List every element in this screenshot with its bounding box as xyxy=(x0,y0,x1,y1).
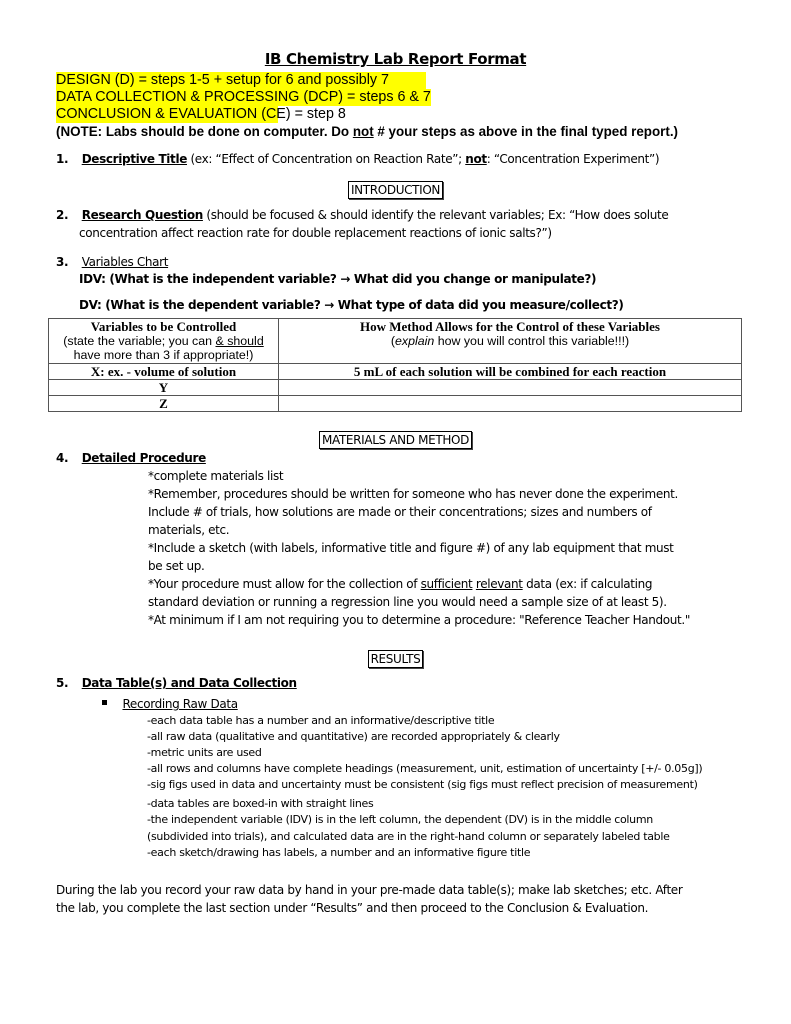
table-row xyxy=(49,380,742,396)
section-heading: RESULTS xyxy=(368,650,424,668)
table-header-row xyxy=(49,319,742,364)
criteria-ce: CONCLUSION & EVALUATION (CE) = step 8 xyxy=(56,106,346,122)
table-cell-variable[interactable]: X: ex. - volume of solution xyxy=(49,364,279,380)
square-bullet-icon xyxy=(102,700,107,705)
step-label: Variables Chart xyxy=(81,255,169,269)
step-2-line-2: concentration affect reaction rate for double replacement reactions of ionic salts?”) xyxy=(79,226,552,240)
step-2: 2. Research Question (should be focused & should identify the relevant variables; Ex: “How does solute xyxy=(56,208,669,222)
raw-data-line: -sig figs used in data and uncertainty must be consistent (sig figs must reflect precision of measurement) xyxy=(147,778,698,791)
procedure-line: standard deviation or running a regression line you would need a sample size of at least 5). xyxy=(148,595,667,609)
table-header-method: How Method Allows for the Control of these Variables (explain how you will control this variable!!!) xyxy=(279,319,742,364)
section-heading: INTRODUCTION xyxy=(348,181,443,199)
section-results xyxy=(0,650,791,668)
variables-table xyxy=(48,318,742,412)
raw-data-line: -all rows and columns have complete headings (measurement, unit, estimation of uncertainty [+/- 0.05g]) xyxy=(147,762,703,775)
raw-data-line: -the independent variable (IDV) is in the left column, the dependent (DV) is in the middle column xyxy=(147,813,653,826)
closing-line-2: the lab, you complete the last section under “Results” and then proceed to the Conclusion & Evaluation. xyxy=(56,901,649,915)
sub-item-recording-raw-data: Recording Raw Data xyxy=(102,697,238,711)
criteria-design: DESIGN (D) = steps 1-5 + setup for 6 and possibly 7 xyxy=(56,72,426,89)
step-label: Research Question xyxy=(81,208,203,222)
raw-data-line: -metric units are used xyxy=(147,746,262,759)
section-introduction xyxy=(0,181,791,199)
step-3: 3. Variables Chart xyxy=(56,255,169,269)
table-row xyxy=(49,396,742,412)
raw-data-line: -all raw data (qualitative and quantitative) are recorded appropriately & clearly xyxy=(147,730,560,743)
step-number: 1. xyxy=(56,152,69,166)
note-emphasis: not xyxy=(352,124,374,139)
procedure-line: be set up. xyxy=(148,559,205,573)
step-4: 4. Detailed Procedure xyxy=(56,451,206,465)
table-cell-method[interactable] xyxy=(279,396,742,412)
section-materials xyxy=(0,431,791,449)
criteria-dcp: DATA COLLECTION & PROCESSING (DCP) = steps 6 & 7 xyxy=(56,89,431,105)
step-5: 5. Data Table(s) and Data Collection xyxy=(56,676,297,690)
step-1: 1. Descriptive Title (ex: “Effect of Concentration on Reaction Rate”; not: “Concentration Experiment”) xyxy=(56,152,660,166)
step-label: Data Table(s) and Data Collection xyxy=(81,676,297,690)
table-row xyxy=(49,364,742,380)
raw-data-line: -each data table has a number and an informative/descriptive title xyxy=(147,714,495,727)
table-cell-variable[interactable]: Z xyxy=(49,396,279,412)
procedure-line: *Include a sketch (with labels, informative title and figure #) of any lab equipment that must xyxy=(148,541,674,555)
procedure-line: Include # of trials, how solutions are made or their concentrations; sizes and numbers of xyxy=(148,505,652,519)
section-heading: MATERIALS AND METHOD xyxy=(319,431,472,449)
raw-data-line: -each sketch/drawing has labels, a number and an informative figure title xyxy=(147,846,531,859)
note-text: (NOTE: Labs should be done on computer. Do not # your steps as above in the final typed report.) xyxy=(56,124,679,139)
procedure-line: *Your procedure must allow for the collection of sufficient relevant data (ex: if calculating xyxy=(148,577,653,591)
procedure-line: materials, etc. xyxy=(148,523,230,537)
procedure-line: *complete materials list xyxy=(148,469,284,483)
table-cell-variable[interactable]: Y xyxy=(49,380,279,396)
closing-line-1: During the lab you record your raw data by hand in your pre-made data table(s); make lab sketches; etc. After xyxy=(56,883,683,897)
raw-data-line: -data tables are boxed-in with straight lines xyxy=(147,797,374,810)
procedure-line: *Remember, procedures should be written for someone who has never done the experiment. xyxy=(148,487,678,501)
step-label: Descriptive Title xyxy=(81,152,187,166)
procedure-line: *At minimum if I am not requiring you to determine a procedure: "Reference Teacher Handout." xyxy=(148,613,691,627)
page-title: IB Chemistry Lab Report Format xyxy=(264,50,527,68)
table-cell-method[interactable]: 5 mL of each solution will be combined for each reaction xyxy=(279,364,742,380)
step-label: Detailed Procedure xyxy=(81,451,206,465)
table-header-variables: Variables to be Controlled (state the variable; you can & should have more than 3 if appropriate!) xyxy=(49,319,279,364)
idv-question: IDV: (What is the independent variable? → What did you change or manipulate?) xyxy=(79,272,597,286)
table-cell-method[interactable] xyxy=(279,380,742,396)
raw-data-line: (subdivided into trials), and calculated data are in the right-hand column or separately labeled table xyxy=(147,830,670,843)
dv-question: DV: (What is the dependent variable? → What type of data did you measure/collect?) xyxy=(79,298,624,312)
